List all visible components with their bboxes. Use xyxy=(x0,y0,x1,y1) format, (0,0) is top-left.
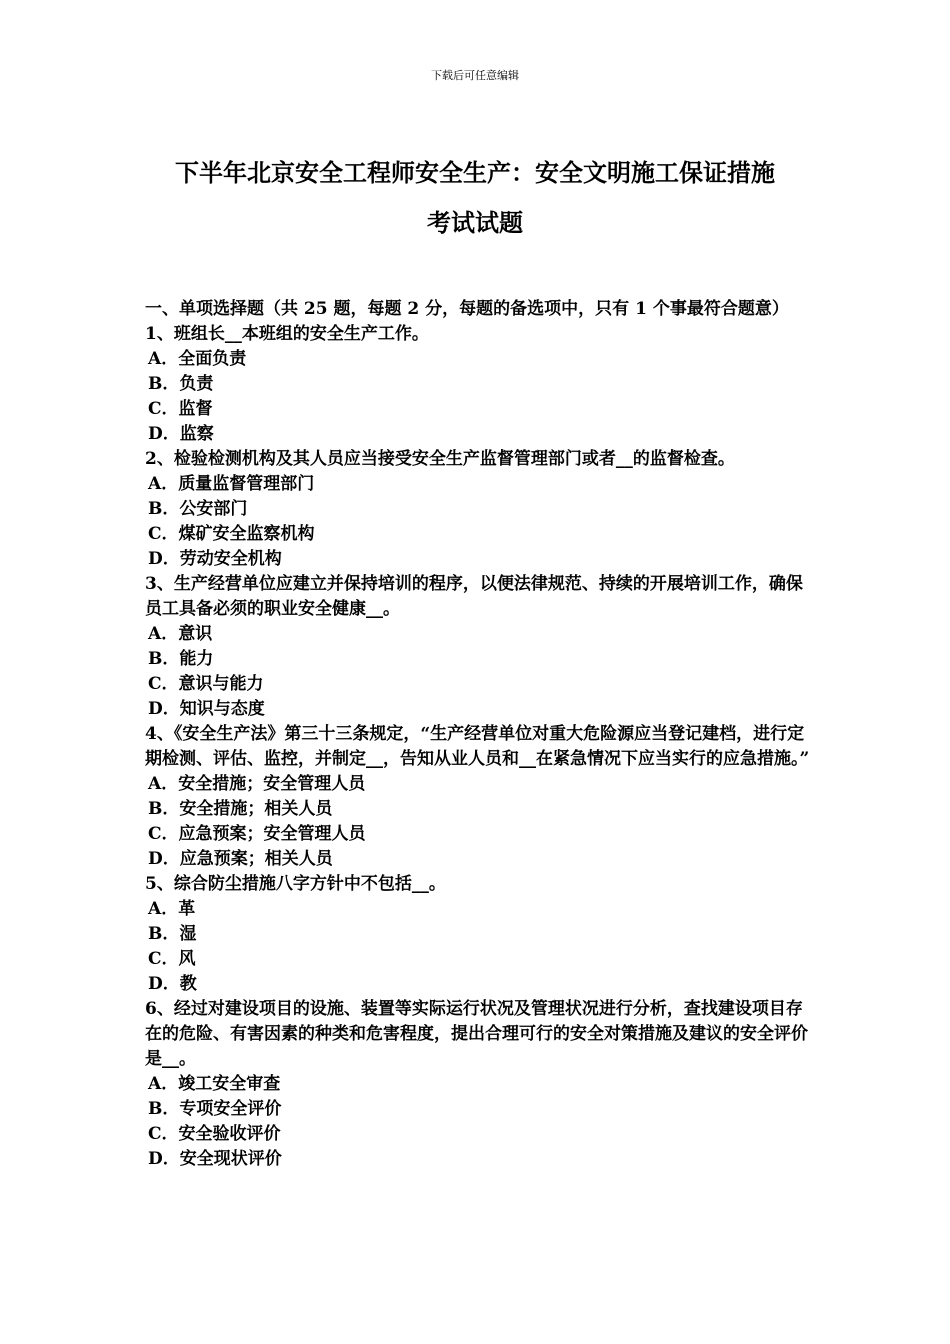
question-stem: 2、检验检测机构及其人员应当接受安全生产监督管理部门或者__的监督检查。 xyxy=(145,449,735,469)
option-d: D．教 xyxy=(148,974,197,994)
question-5 xyxy=(145,872,810,997)
question-3 xyxy=(145,572,810,722)
question-stem: 1、班组长__本班组的安全生产工作。 xyxy=(145,324,429,344)
page-title-line-2: 考试试题 xyxy=(427,209,523,237)
option-c: C．风 xyxy=(148,949,196,969)
option-c: C．安全验收评价 xyxy=(148,1124,281,1144)
option-b: B．专项安全评价 xyxy=(148,1099,282,1119)
question-stem: 5、综合防尘措施八字方针中不包括__。 xyxy=(145,874,446,894)
option-a: A．革 xyxy=(148,899,196,919)
option-b: B．能力 xyxy=(148,649,214,669)
option-b: B．湿 xyxy=(148,924,197,944)
option-c: C．煤矿安全监察机构 xyxy=(148,524,315,544)
option-b: B．负责 xyxy=(148,374,214,394)
option-d: D．应急预案；相关人员 xyxy=(148,849,333,869)
question-2 xyxy=(145,447,810,572)
option-c: C．应急预案；安全管理人员 xyxy=(148,824,366,844)
option-a: A．质量监督管理部门 xyxy=(148,474,315,494)
option-c: C．监督 xyxy=(148,399,213,419)
header-note: 下载后可任意编辑 xyxy=(431,69,519,82)
section-heading: 一、单项选择题（共 25 题，每题 2 分，每题的备选项中，只有 1 个事最符合题意） xyxy=(145,299,789,319)
question-6 xyxy=(145,997,810,1172)
option-a: A．竣工安全审查 xyxy=(148,1074,281,1094)
option-a: A．全面负责 xyxy=(148,349,247,369)
page-title-line-1: 下半年北京安全工程师安全生产：安全文明施工保证措施 xyxy=(175,159,775,187)
option-a: A．安全措施；安全管理人员 xyxy=(148,774,366,794)
option-a: A．意识 xyxy=(148,624,213,644)
option-c: C．意识与能力 xyxy=(148,674,264,694)
question-1 xyxy=(145,322,810,447)
document-body xyxy=(145,297,810,1172)
option-b: B．安全措施；相关人员 xyxy=(148,799,333,819)
option-b: B．公安部门 xyxy=(148,499,248,519)
option-d: D．知识与态度 xyxy=(148,699,265,719)
option-d: D．监察 xyxy=(148,424,214,444)
question-4 xyxy=(145,722,810,872)
question-stem: 6、经过对建设项目的设施、装置等实际运行状况及管理状况进行分析，查找建设项目存在的危险、有害因素的种类和危害程度，提出合理可行的安全对策措施及建议的安全评价是__。 xyxy=(145,999,808,1069)
option-d: D．安全现状评价 xyxy=(148,1149,282,1169)
question-stem: 4、《安全生产法》第三十三条规定，“生产经营单位对重大危险源应当登记建档，进行定期检测、评估、监控，并制定__，告知从业人员和__在紧急情况下应当实行的应急措施。” xyxy=(145,724,810,769)
option-d: D．劳动安全机构 xyxy=(148,549,282,569)
question-stem: 3、生产经营单位应建立并保持培训的程序，以便法律规范、持续的开展培训工作，确保员工具备必须的职业安全健康__。 xyxy=(145,574,803,619)
